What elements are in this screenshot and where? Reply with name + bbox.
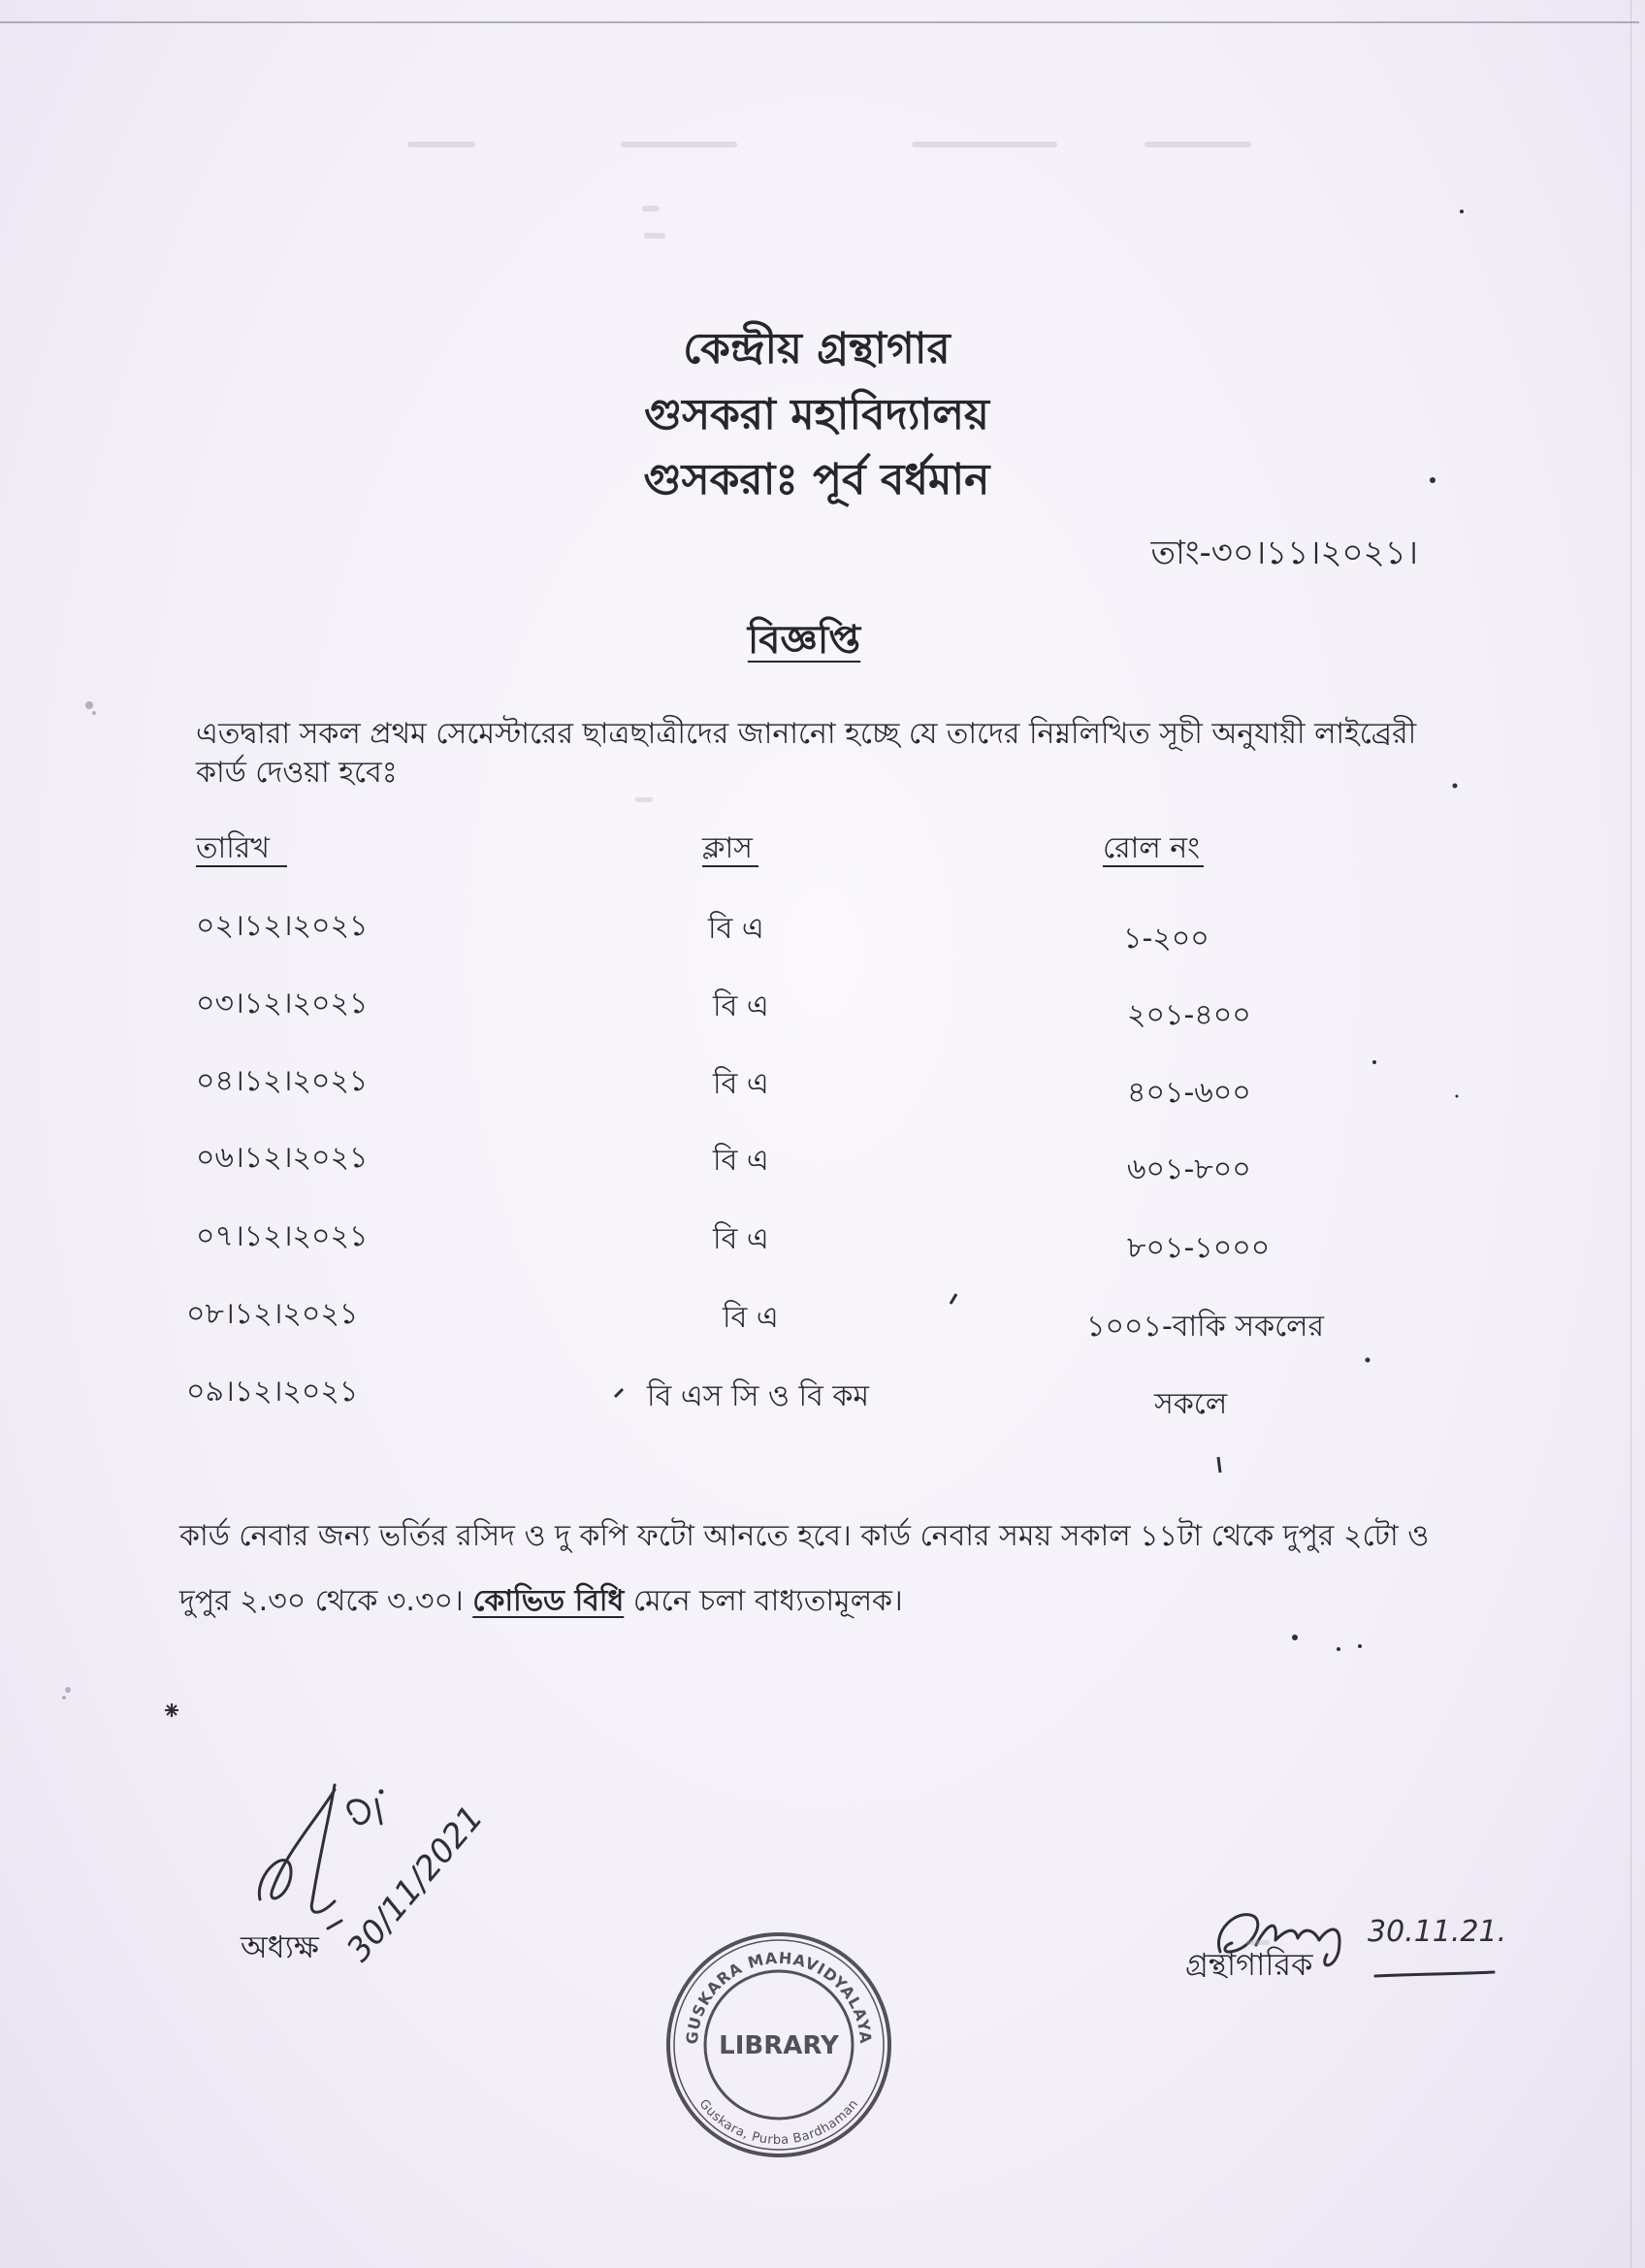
stamp-center-label: LIBRARY	[719, 2031, 839, 2060]
date-underline	[1375, 1972, 1494, 1976]
scan-edge-line	[0, 21, 1639, 23]
library-name: কেন্দ্রীয় গ্রন্থাগার	[683, 324, 951, 373]
row-date: ০৩।১২।২০২১	[196, 987, 369, 1021]
note-text-end: মেনে চলা বাধ্যতামূলক।	[632, 1584, 903, 1618]
scan-speck	[1372, 1060, 1376, 1064]
bleed-through-mark	[621, 142, 737, 147]
row-date: ০৪।১২।২০২১	[196, 1064, 369, 1098]
stamp-ring-bottom-label: Guskara, Purba Bardhaman	[695, 2096, 862, 2149]
bleed-through-mark	[1145, 142, 1251, 147]
scan-edge-line	[1630, 0, 1631, 2268]
scan-speck	[165, 1703, 178, 1717]
row-roll: ৮০১-১০০০	[1127, 1231, 1271, 1265]
row-roll: ৪০১-৬০০	[1127, 1076, 1251, 1110]
notice-date: তাং-৩০।১১।২০২১।	[1150, 534, 1418, 572]
row-date: ০২।১২।২০২১	[196, 909, 369, 943]
library-stamp	[658, 1924, 900, 2166]
row-class: বি এ	[713, 989, 769, 1023]
scan-speck	[1218, 1457, 1220, 1473]
principal-title: অধ্যক্ষ	[241, 1928, 319, 1965]
scan-speck	[951, 1294, 956, 1304]
scan-smudge	[62, 1696, 66, 1700]
signature-stroke	[348, 1799, 381, 1824]
scan-smudge	[92, 711, 96, 715]
scan-speck	[1456, 1095, 1459, 1098]
librarian-title: গ্রন্থাগারিক	[1185, 1946, 1313, 1983]
scan-speck	[1337, 1647, 1340, 1651]
row-class: বি এস সি ও বি কম	[647, 1379, 870, 1413]
note-emphasis: কোভিড বিধি	[472, 1584, 625, 1618]
scan-speck	[1358, 1644, 1362, 1648]
bleed-through-mark	[642, 206, 660, 211]
row-roll: ১-২০০	[1123, 922, 1210, 956]
signature-stroke	[328, 1921, 341, 1928]
row-date: ০৮।১২।২০২১	[186, 1297, 359, 1331]
row-class: বি এ	[708, 912, 764, 946]
college-address: গুসকরাঃ পূর্ব বর্ধমান	[643, 455, 990, 504]
principal-handwritten-date: 30/11/2021	[339, 1798, 492, 1969]
bleed-through-mark	[635, 797, 653, 802]
scan-speck	[1366, 1358, 1371, 1363]
note-text: কার্ড নেবার জন্য ভর্তির রসিদ ও দু কপি ফটো আনতে হবে। কার্ড নেবার সময় সকাল ১১টা থেকে দুপুর ২টো ও দুপুর ২.৩০ থেকে ৩.৩০।	[179, 1519, 1430, 1618]
signature-dot	[379, 1790, 384, 1795]
notice-title-wrap	[659, 616, 950, 664]
bleed-through-mark	[407, 142, 475, 147]
row-class: বি এ	[713, 1144, 769, 1178]
scan-smudge	[65, 1687, 71, 1693]
row-date: ০৯।১২।২০২১	[186, 1375, 359, 1409]
row-class: বি এ	[723, 1301, 779, 1335]
scan-speck	[1453, 784, 1458, 789]
column-header-date: তারিখ	[196, 832, 287, 867]
bleed-through-mark	[912, 142, 1057, 147]
row-class: বি এ	[713, 1067, 769, 1101]
signature-stroke	[311, 1785, 335, 1912]
scan-speck	[1460, 210, 1464, 213]
column-header-roll: রোল নং	[1103, 832, 1204, 867]
scan-speck	[1292, 1635, 1298, 1640]
notice-footer-note	[179, 1504, 1431, 1634]
scan-smudge	[85, 701, 93, 709]
scan-speck	[615, 1389, 623, 1397]
row-class: বি এ	[713, 1222, 769, 1256]
column-header-class: ক্লাস	[702, 832, 758, 867]
college-name: গুসকরা মহাবিদ্যালয়	[644, 390, 989, 439]
row-roll: ১০০১-বাকি সকলের	[1086, 1310, 1324, 1344]
scan-speck	[1430, 477, 1435, 483]
stamp-ring-top-label: GUSKARA MAHAVIDYALAYA	[682, 1948, 876, 2046]
librarian-handwritten-date: 30.11.21.	[1368, 1915, 1507, 1949]
row-roll: ২০১-৪০০	[1127, 998, 1251, 1032]
notice-title: বিজ্ঞপ্তি	[747, 618, 861, 663]
smudges	[62, 701, 96, 1700]
bleed-through-mark	[644, 233, 665, 239]
row-roll: ৬০১-৮০০	[1127, 1152, 1251, 1186]
notice-intro: এতদ্বারা সকল প্রথম সেমেস্টারের ছাত্রছাত্রীদের জানানো হচ্ছে যে তাদের নিম্নলিখিত সূচী অনুযায়ী লাইব্রেরী কার্ড দেওয়া হবেঃ	[196, 717, 1417, 790]
row-date: ০৬।১২।২০২১	[196, 1141, 369, 1175]
row-roll: সকলে	[1154, 1387, 1228, 1421]
row-date: ০৭।১২।২০২১	[196, 1219, 369, 1253]
